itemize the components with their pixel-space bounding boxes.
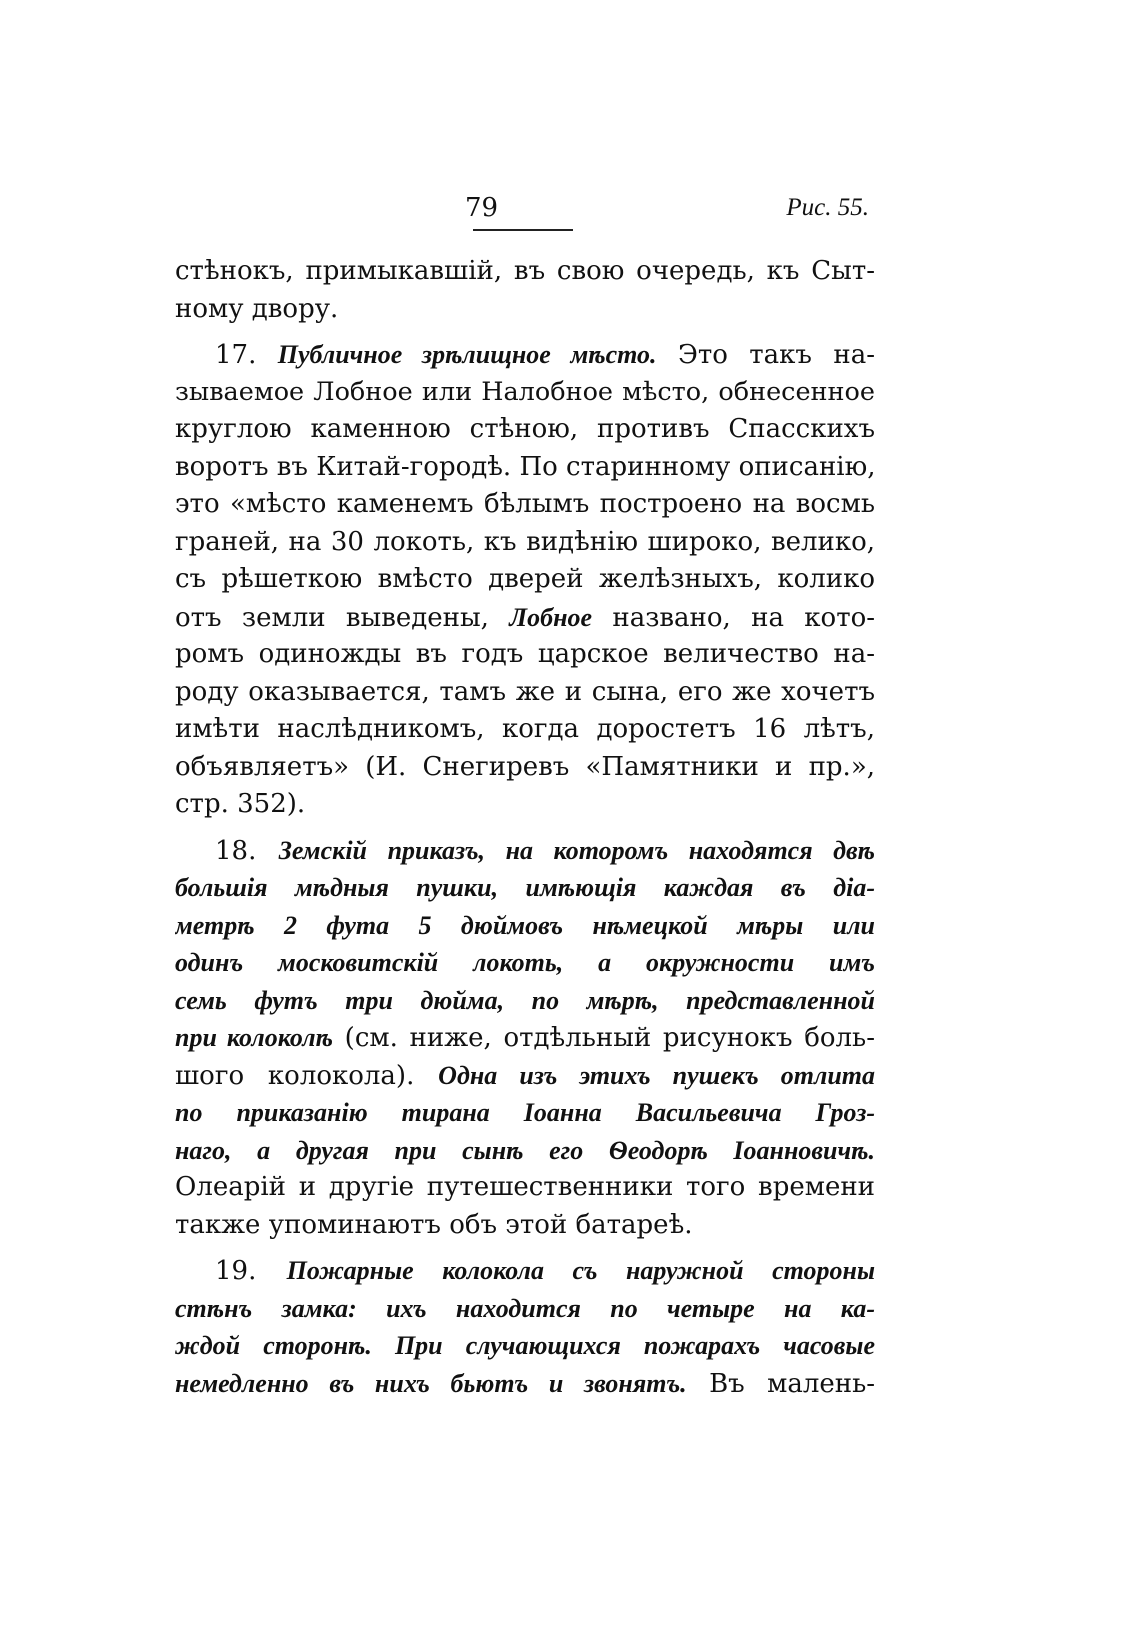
text-fragment: названо, на кото- [612, 602, 875, 633]
text-line: граней, на 30 локоть, къ видѣнію широко, велико, [175, 526, 875, 557]
text-fragment: (см. ниже, отдѣльный рисунокъ боль- [344, 1023, 875, 1053]
text-line: также упоминаютъ объ этой батареѣ. [175, 1209, 693, 1240]
text-line: стѣнъ замка: ихъ находится по четыре на ка- [175, 1293, 875, 1323]
text-line [175, 599, 875, 637]
text-line: по приказанію тирана Іоанна Васильевича Гроз- [175, 1098, 875, 1127]
page-number: 79 [465, 193, 499, 223]
text-line: это «мѣсто каменемъ бѣлымъ построено на восмь [175, 489, 875, 519]
text-line [175, 1057, 875, 1095]
text-line: одинъ московитскій локоть, а окружности имъ [175, 948, 875, 977]
text-line: семь футъ три дюйма, по мѣрѣ, представленной [175, 985, 875, 1015]
item-number: 19. [215, 1256, 257, 1286]
text-line [175, 832, 875, 870]
text-line: объявляетъ» (И. Снегиревъ «Памятники и пр.», [175, 751, 875, 782]
paragraph-19 [175, 1252, 875, 1402]
italic-term: при колоколѣ [175, 1023, 333, 1052]
text-fragment: шого колокола). [175, 1060, 415, 1091]
text-line [175, 336, 875, 374]
book-page [175, 195, 875, 1402]
paragraph-continuation [175, 253, 875, 328]
italic-term: Лобное [509, 602, 593, 632]
italic-term: Одна изъ этихъ пушекъ отлита [438, 1060, 875, 1090]
item-title: Публичное зрѣлищное мѣсто. [277, 340, 657, 369]
text-line: ждой сторонѣ. При случающихся пожарахъ часовые [175, 1331, 875, 1360]
text-fragment: Это такъ на- [677, 340, 875, 370]
text-line: стр. 352). [175, 789, 306, 819]
italic-term: немедленно въ нихъ бьютъ и звонятъ. [175, 1368, 687, 1398]
item-number: 17. [215, 340, 257, 370]
text-line: съ рѣшеткою вмѣсто дверей желѣзныхъ, колико [175, 564, 875, 594]
text-line: Олеарій и другіе путешественники того времени [175, 1172, 875, 1202]
item-title: Пожарные колокола съ наружной стороны [286, 1256, 875, 1285]
text-line: ромъ одиножды въ годъ царское величество на- [175, 639, 875, 669]
figure-reference: Рис. 55. [786, 194, 869, 221]
text-line [175, 1252, 875, 1290]
text-line: воротъ въ Китай-городѣ. По старинному описанію, [175, 451, 875, 482]
page-number-rule [473, 229, 573, 231]
text-line: круглою каменною стѣною, противъ Спасскихъ [175, 414, 875, 444]
text-line [175, 1365, 875, 1403]
item-number: 18. [215, 835, 257, 866]
text-line: метрѣ 2 фута 5 дюймовъ нѣмецкой мѣры или [175, 910, 875, 940]
page-header [175, 195, 875, 253]
text-line: имѣти наслѣдникомъ, когда доростетъ 16 лѣтъ, [175, 714, 875, 744]
text-line: большія мѣдныя пушки, имѣющія каждая въ діа- [175, 873, 875, 902]
text-line [175, 1019, 875, 1057]
text-line: ному двору. [175, 293, 339, 324]
text-line: роду оказывается, тамъ же и сына, его же хочетъ [175, 676, 875, 707]
item-title: Земскій приказъ, на которомъ находятся двѣ [278, 835, 875, 865]
text-fragment: Въ малень- [709, 1368, 875, 1399]
text-line: наго, а другая при сынѣ его Ѳеодорѣ Іоанновичѣ. [175, 1135, 875, 1165]
text-line: зываемое Лобное или Налобное мѣсто, обнесенное [175, 376, 875, 407]
text-line: стѣнокъ, примыкавшій, въ свою очередь, къ Сыт- [175, 256, 875, 286]
text-fragment: отъ земли выведены, [175, 602, 489, 633]
paragraph-18 [175, 832, 875, 1245]
paragraph-17 [175, 336, 875, 824]
